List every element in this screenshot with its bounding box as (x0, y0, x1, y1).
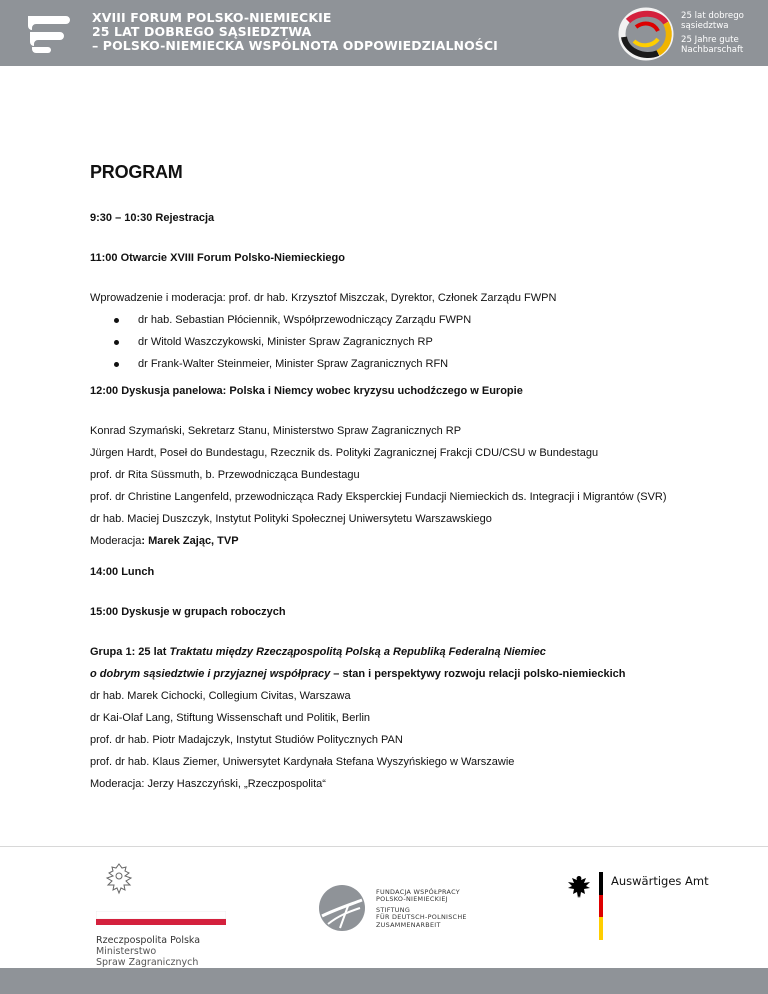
bullet-icon (114, 362, 119, 367)
forum-logo-icon (26, 12, 74, 56)
pl-ministry-logo (96, 862, 236, 968)
bullet-icon (114, 340, 119, 345)
fwpn-name-de-2: FÜR DEUTSCH-POLNISCHE (376, 913, 467, 922)
anniversary-caption-de-2: Nachbarschaft (681, 45, 744, 55)
program-content (90, 162, 690, 800)
footer-band (0, 968, 768, 994)
list-item: prof. dr hab. Klaus Ziemer, Uniwersytet Kardynała Stefana Wyszyńskiego w Warszawie (90, 756, 515, 768)
list-item: Jürgen Hardt, Poseł do Bundestagu, Rzecznik ds. Polityki Zagranicznej Frakcji CDU/CSU w Bundestagu (90, 447, 599, 459)
fwpn-name-de-1: STIFTUNG (376, 905, 411, 914)
fwpn-logo-icon (318, 884, 366, 932)
polish-flag-icon (96, 911, 226, 927)
list-item: prof. dr Christine Langenfeld, przewodnicząca Rady Eksperckiej Fundacji Niemieckich ds. Integracji i Migrantów (SVR) (90, 491, 667, 503)
auswaertiges-amt-logo (566, 870, 709, 950)
panel-title: 12:00 Dyskusja panelowa: Polska i Niemcy wobec kryzysu uchodźczego w Europie (90, 385, 523, 397)
pl-ministry-sub-1: Ministerstwo (96, 946, 157, 957)
registration-item: 9:30 – 10:30 Rejestracja (90, 212, 215, 224)
lunch-item: 14:00 Lunch (90, 566, 155, 578)
anniversary-caption-de-1: 25 Jahre gute (681, 35, 739, 45)
opening-speakers-list (90, 314, 690, 371)
moderation-intro: Wprowadzenie i moderacja: prof. dr hab. Krzysztof Miszczak, Dyrektor, Członek Zarządu FWPN (90, 292, 557, 304)
list-item: Moderacja: Jerzy Haszczyński, „Rzeczpospolita“ (90, 778, 326, 790)
list-item: dr Kai-Olaf Lang, Stiftung Wissenschaft und Politik, Berlin (90, 712, 371, 724)
fwpn-logo (318, 884, 518, 934)
group1-title-line-1: Grupa 1: 25 lat Traktatu między Rzecząpospolitą Polską a Republiką Federalną Niemiec (90, 646, 546, 658)
auswaertiges-amt-name: Auswärtiges Amt (611, 874, 709, 888)
anniversary-caption-pl-1: 25 lat dobrego (681, 11, 744, 21)
pl-ministry-sub-2: Spraw Zagranicznych (96, 957, 199, 968)
forum-title-line-2: 25 LAT DOBREGO SĄSIEDZTWA (92, 24, 312, 39)
german-eagle-icon (566, 874, 592, 900)
anniversary-caption-pl-2: sąsiedztwa (681, 21, 729, 31)
anniversary-emblem-icon (618, 7, 674, 61)
header-banner (0, 0, 768, 66)
forum-title-line-3: – POLSKO-NIEMIECKA WSPÓLNOTA ODPOWIEDZIALNOŚCI (92, 38, 498, 53)
anniversary-caption (681, 11, 744, 55)
page-title: PROGRAM (90, 162, 183, 182)
opening-item: 11:00 Otwarcie XVIII Forum Polsko-Niemieckiego (90, 252, 345, 264)
list-item: dr Frank-Walter Steinmeier, Minister Spraw Zagranicznych RFN (90, 358, 690, 371)
list-item: prof. dr hab. Piotr Madajczyk, Instytut Studiów Politycznych PAN (90, 734, 403, 746)
footer-logos (0, 848, 768, 968)
group1-members-list (90, 690, 690, 791)
forum-title (92, 11, 498, 53)
footer-divider (0, 846, 768, 847)
list-item: prof. dr Rita Süssmuth, b. Przewodnicząca Bundestagu (90, 469, 360, 481)
fwpn-name-pl-2: POLSKO-NIEMIECKIEJ (376, 895, 448, 904)
workgroups-item: 15:00 Dyskusje w grupach roboczych (90, 606, 286, 618)
list-item: dr hab. Sebastian Płóciennik, Współprzewodniczący Zarządu FWPN (90, 314, 690, 327)
german-flag-icon (599, 872, 603, 940)
group1-title-line-2: o dobrym sąsiedztwie i przyjaznej współpracy – stan i perspektywy rozwoju relacji polsko-niemieckich (90, 668, 626, 680)
forum-title-line-1: XVIII FORUM POLSKO-NIEMIECKIE (92, 10, 332, 25)
fwpn-name (376, 889, 467, 929)
list-item: dr Witold Waszczykowski, Minister Spraw Zagranicznych RP (90, 336, 690, 349)
fwpn-name-pl-1: FUNDACJA WSPÓŁPRACY (376, 888, 460, 896)
list-item: dr hab. Maciej Duszczyk, Instytut Polityki Społecznej Uniwersytetu Warszawskiego (90, 513, 492, 525)
pl-ministry-name: Rzeczpospolita Polska (96, 935, 201, 946)
panel-members-list (90, 425, 690, 548)
panel-moderation: Moderacja: Marek Zając, TVP (90, 535, 239, 547)
list-item: dr hab. Marek Cichocki, Collegium Civitas, Warszawa (90, 690, 351, 702)
fwpn-name-de-3: ZUSAMMENARBEIT (376, 920, 441, 929)
bullet-icon (114, 318, 119, 323)
polish-eagle-icon (100, 862, 138, 898)
list-item: Konrad Szymański, Sekretarz Stanu, Ministerstwo Spraw Zagranicznych RP (90, 425, 462, 437)
